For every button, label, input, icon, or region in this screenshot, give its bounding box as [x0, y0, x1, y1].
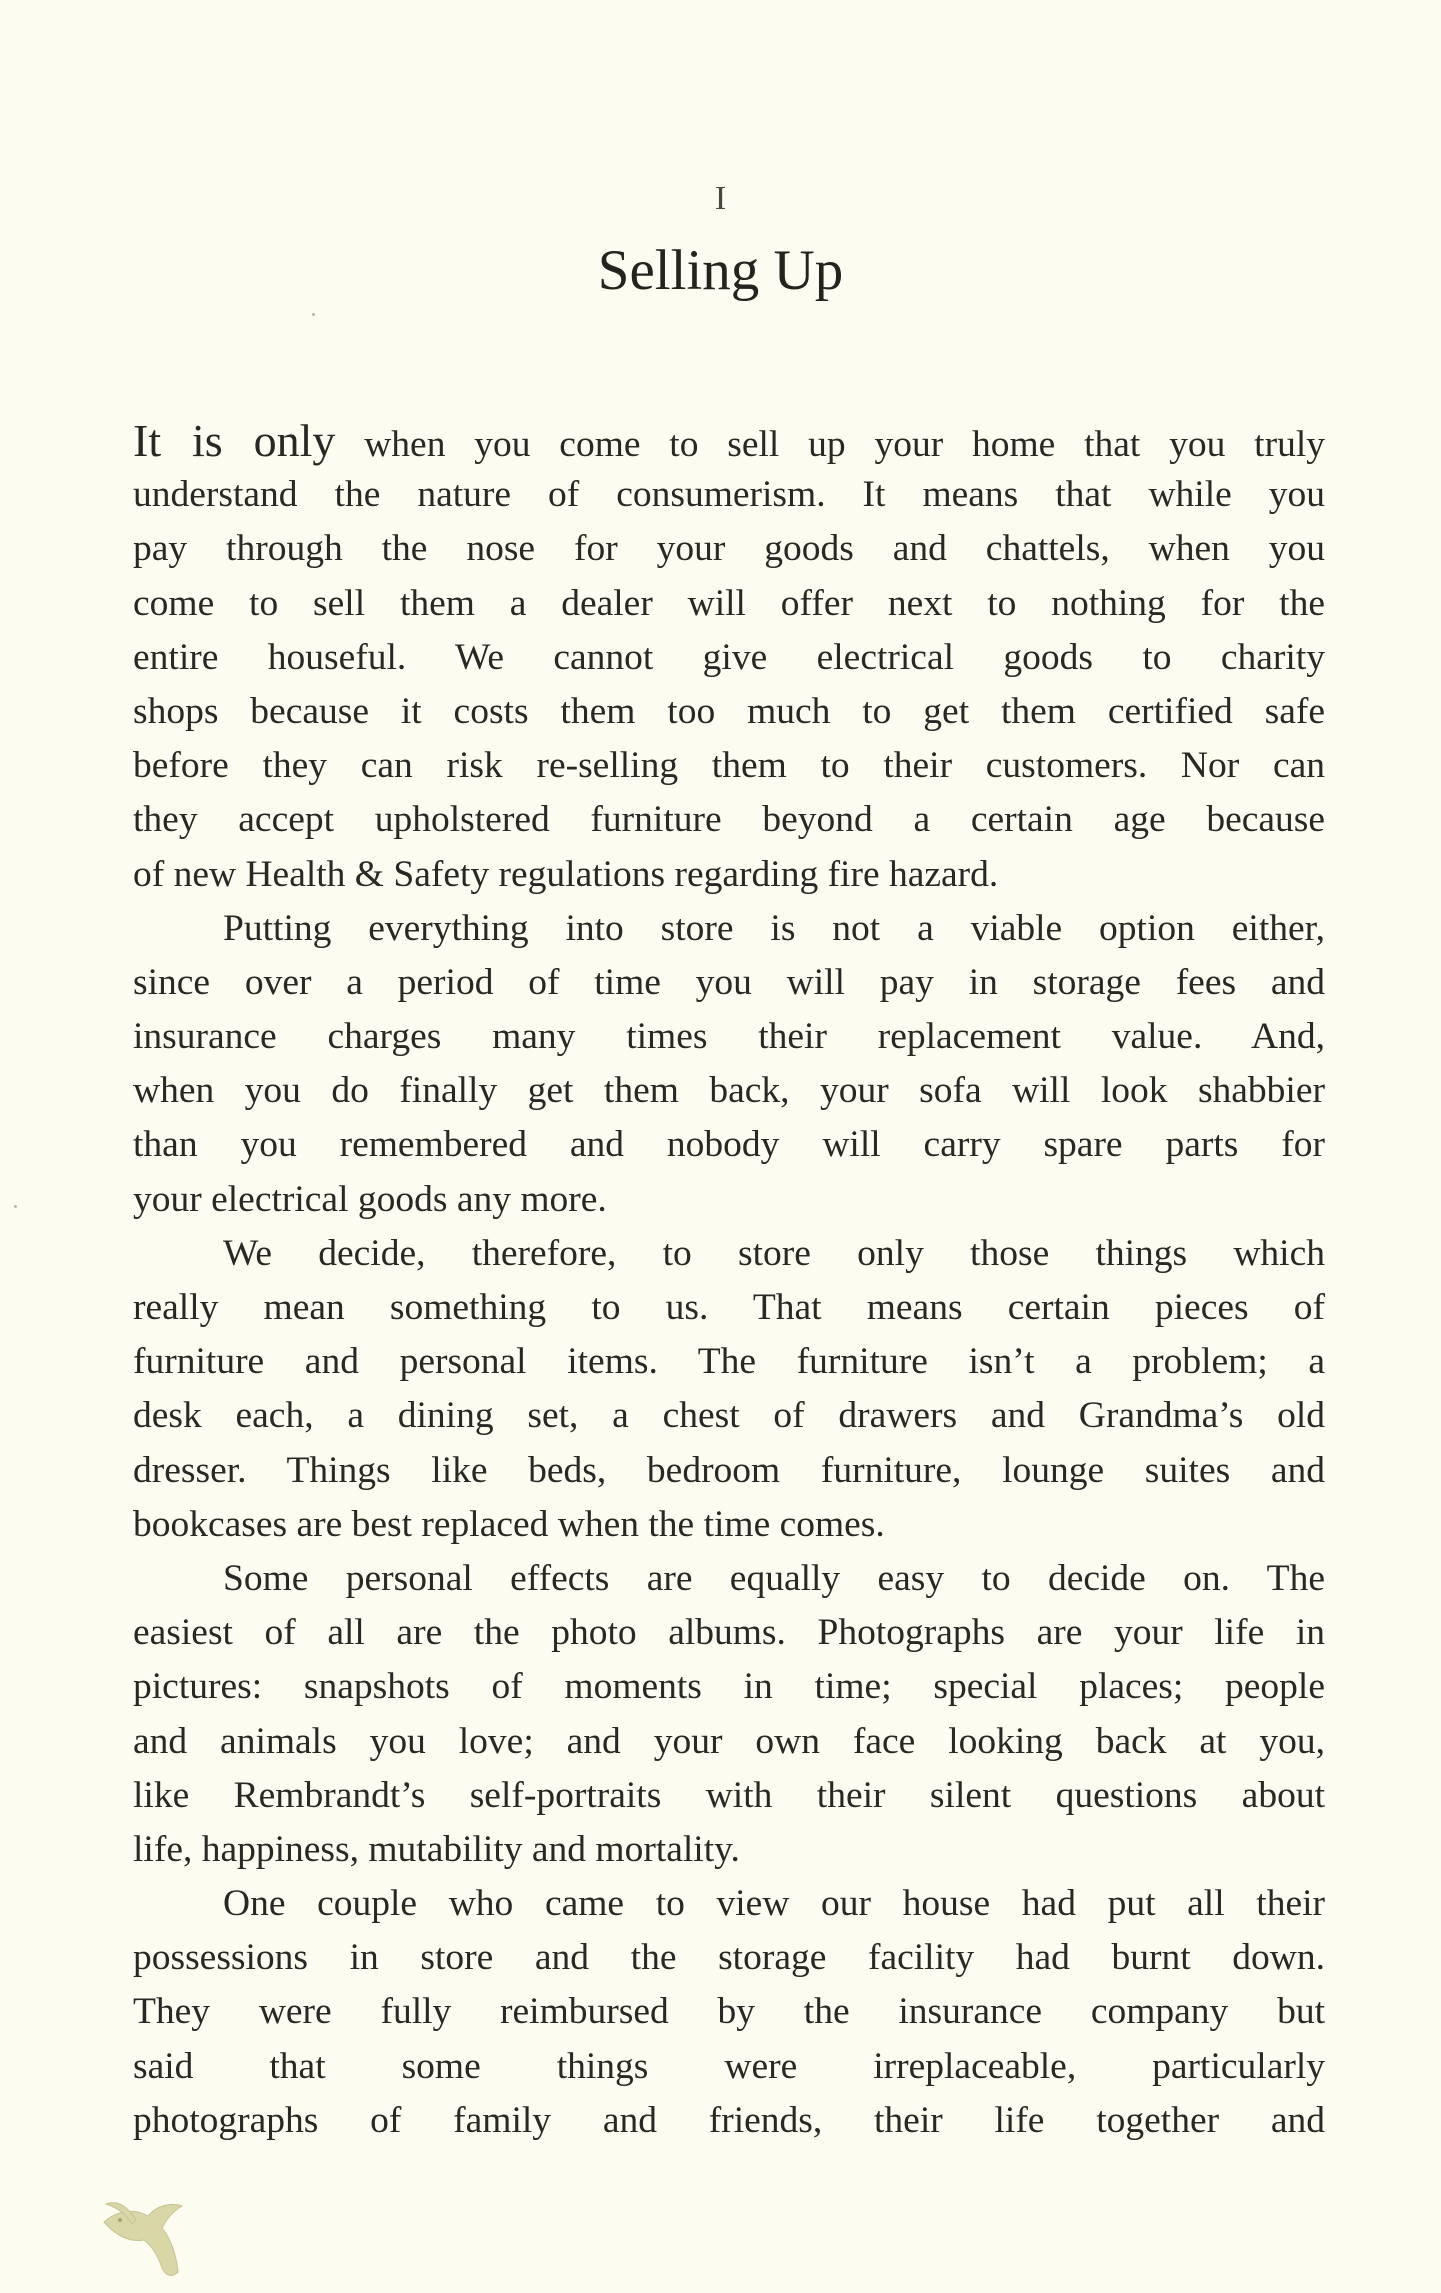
- text-line: than you remembered and nobody will carry spare parts for: [133, 1124, 1325, 1166]
- text-line: desk each, a dining set, a chest of drawers and Grandma’s old: [133, 1395, 1325, 1437]
- paragraph-4: [133, 1552, 1325, 1877]
- text-line: they accept upholstered furniture beyond a certain age because: [133, 799, 1325, 841]
- paragraph-1: [133, 414, 1325, 902]
- text-line: They were fully reimbursed by the insurance company but: [133, 1991, 1325, 2033]
- text-line: come to sell them a dealer will offer next to nothing for the: [133, 582, 1325, 624]
- text-line: insurance charges many times their replacement value. And,: [133, 1016, 1325, 1058]
- text-line: understand the nature of consumerism. It means that while you: [133, 474, 1325, 516]
- text-line: and animals you love; and your own face looking back at you,: [133, 1720, 1325, 1762]
- text-line: photographs of family and friends, their life together and: [133, 2099, 1325, 2141]
- lead-in-text: It is only: [133, 415, 336, 466]
- text-line: bookcases are best replaced when the time comes.: [133, 1503, 885, 1545]
- paragraph-3: [133, 1227, 1325, 1552]
- text-line: before they can risk re-selling them to their customers. Nor can: [133, 745, 1325, 787]
- paragraph-5: [133, 1877, 1325, 2148]
- text-line: One couple who came to view our house had put all their: [223, 1883, 1325, 1925]
- text-line: furniture and personal items. The furniture isn’t a problem; a: [133, 1341, 1325, 1383]
- text-line: pay through the nose for your goods and chattels, when you: [133, 528, 1325, 570]
- chapter-number: I: [714, 180, 727, 217]
- text-line: since over a period of time you will pay in storage fees and: [133, 961, 1325, 1003]
- text-line: Some personal effects are equally easy to decide on. The: [223, 1557, 1325, 1599]
- text-line: possessions in store and the storage facility had burnt down.: [133, 1937, 1325, 1979]
- text-line: really mean something to us. That means certain pieces of: [133, 1287, 1325, 1328]
- text-line: shops because it costs them too much to get them certified safe: [133, 690, 1325, 732]
- text-line: said that some things were irreplaceable, particularly: [133, 2045, 1325, 2087]
- print-speck: [312, 313, 315, 316]
- text-line: pictures: snapshots of moments in time; special places; people: [133, 1666, 1325, 1708]
- line-text: when you come to sell up your home that you truly: [335, 424, 1325, 465]
- body-text: [133, 414, 1325, 2148]
- paragraph-2: [133, 902, 1325, 1227]
- bird-icon: [96, 2180, 206, 2290]
- text-line: of new Health & Safety regulations regarding fire hazard.: [133, 853, 999, 895]
- text-line: easiest of all are the photo albums. Photographs are your life in: [133, 1612, 1325, 1654]
- text-line: when you do finally get them back, your sofa will look shabbier: [133, 1070, 1325, 1112]
- text-line: like Rembrandt’s self-portraits with their silent questions about: [133, 1774, 1325, 1816]
- text-line: life, happiness, mutability and mortality.: [133, 1828, 740, 1870]
- text-line: entire houseful. We cannot give electrical goods to charity: [133, 636, 1325, 678]
- text-line: [133, 414, 1325, 468]
- chapter-title: Selling Up: [597, 239, 844, 302]
- text-line: dresser. Things like beds, bedroom furniture, lounge suites and: [133, 1449, 1325, 1491]
- print-speck: [14, 1205, 17, 1208]
- text-line: We decide, therefore, to store only those things which: [223, 1232, 1325, 1274]
- text-line: Putting everything into store is not a viable option either,: [223, 907, 1325, 949]
- text-line: your electrical goods any more.: [133, 1178, 607, 1220]
